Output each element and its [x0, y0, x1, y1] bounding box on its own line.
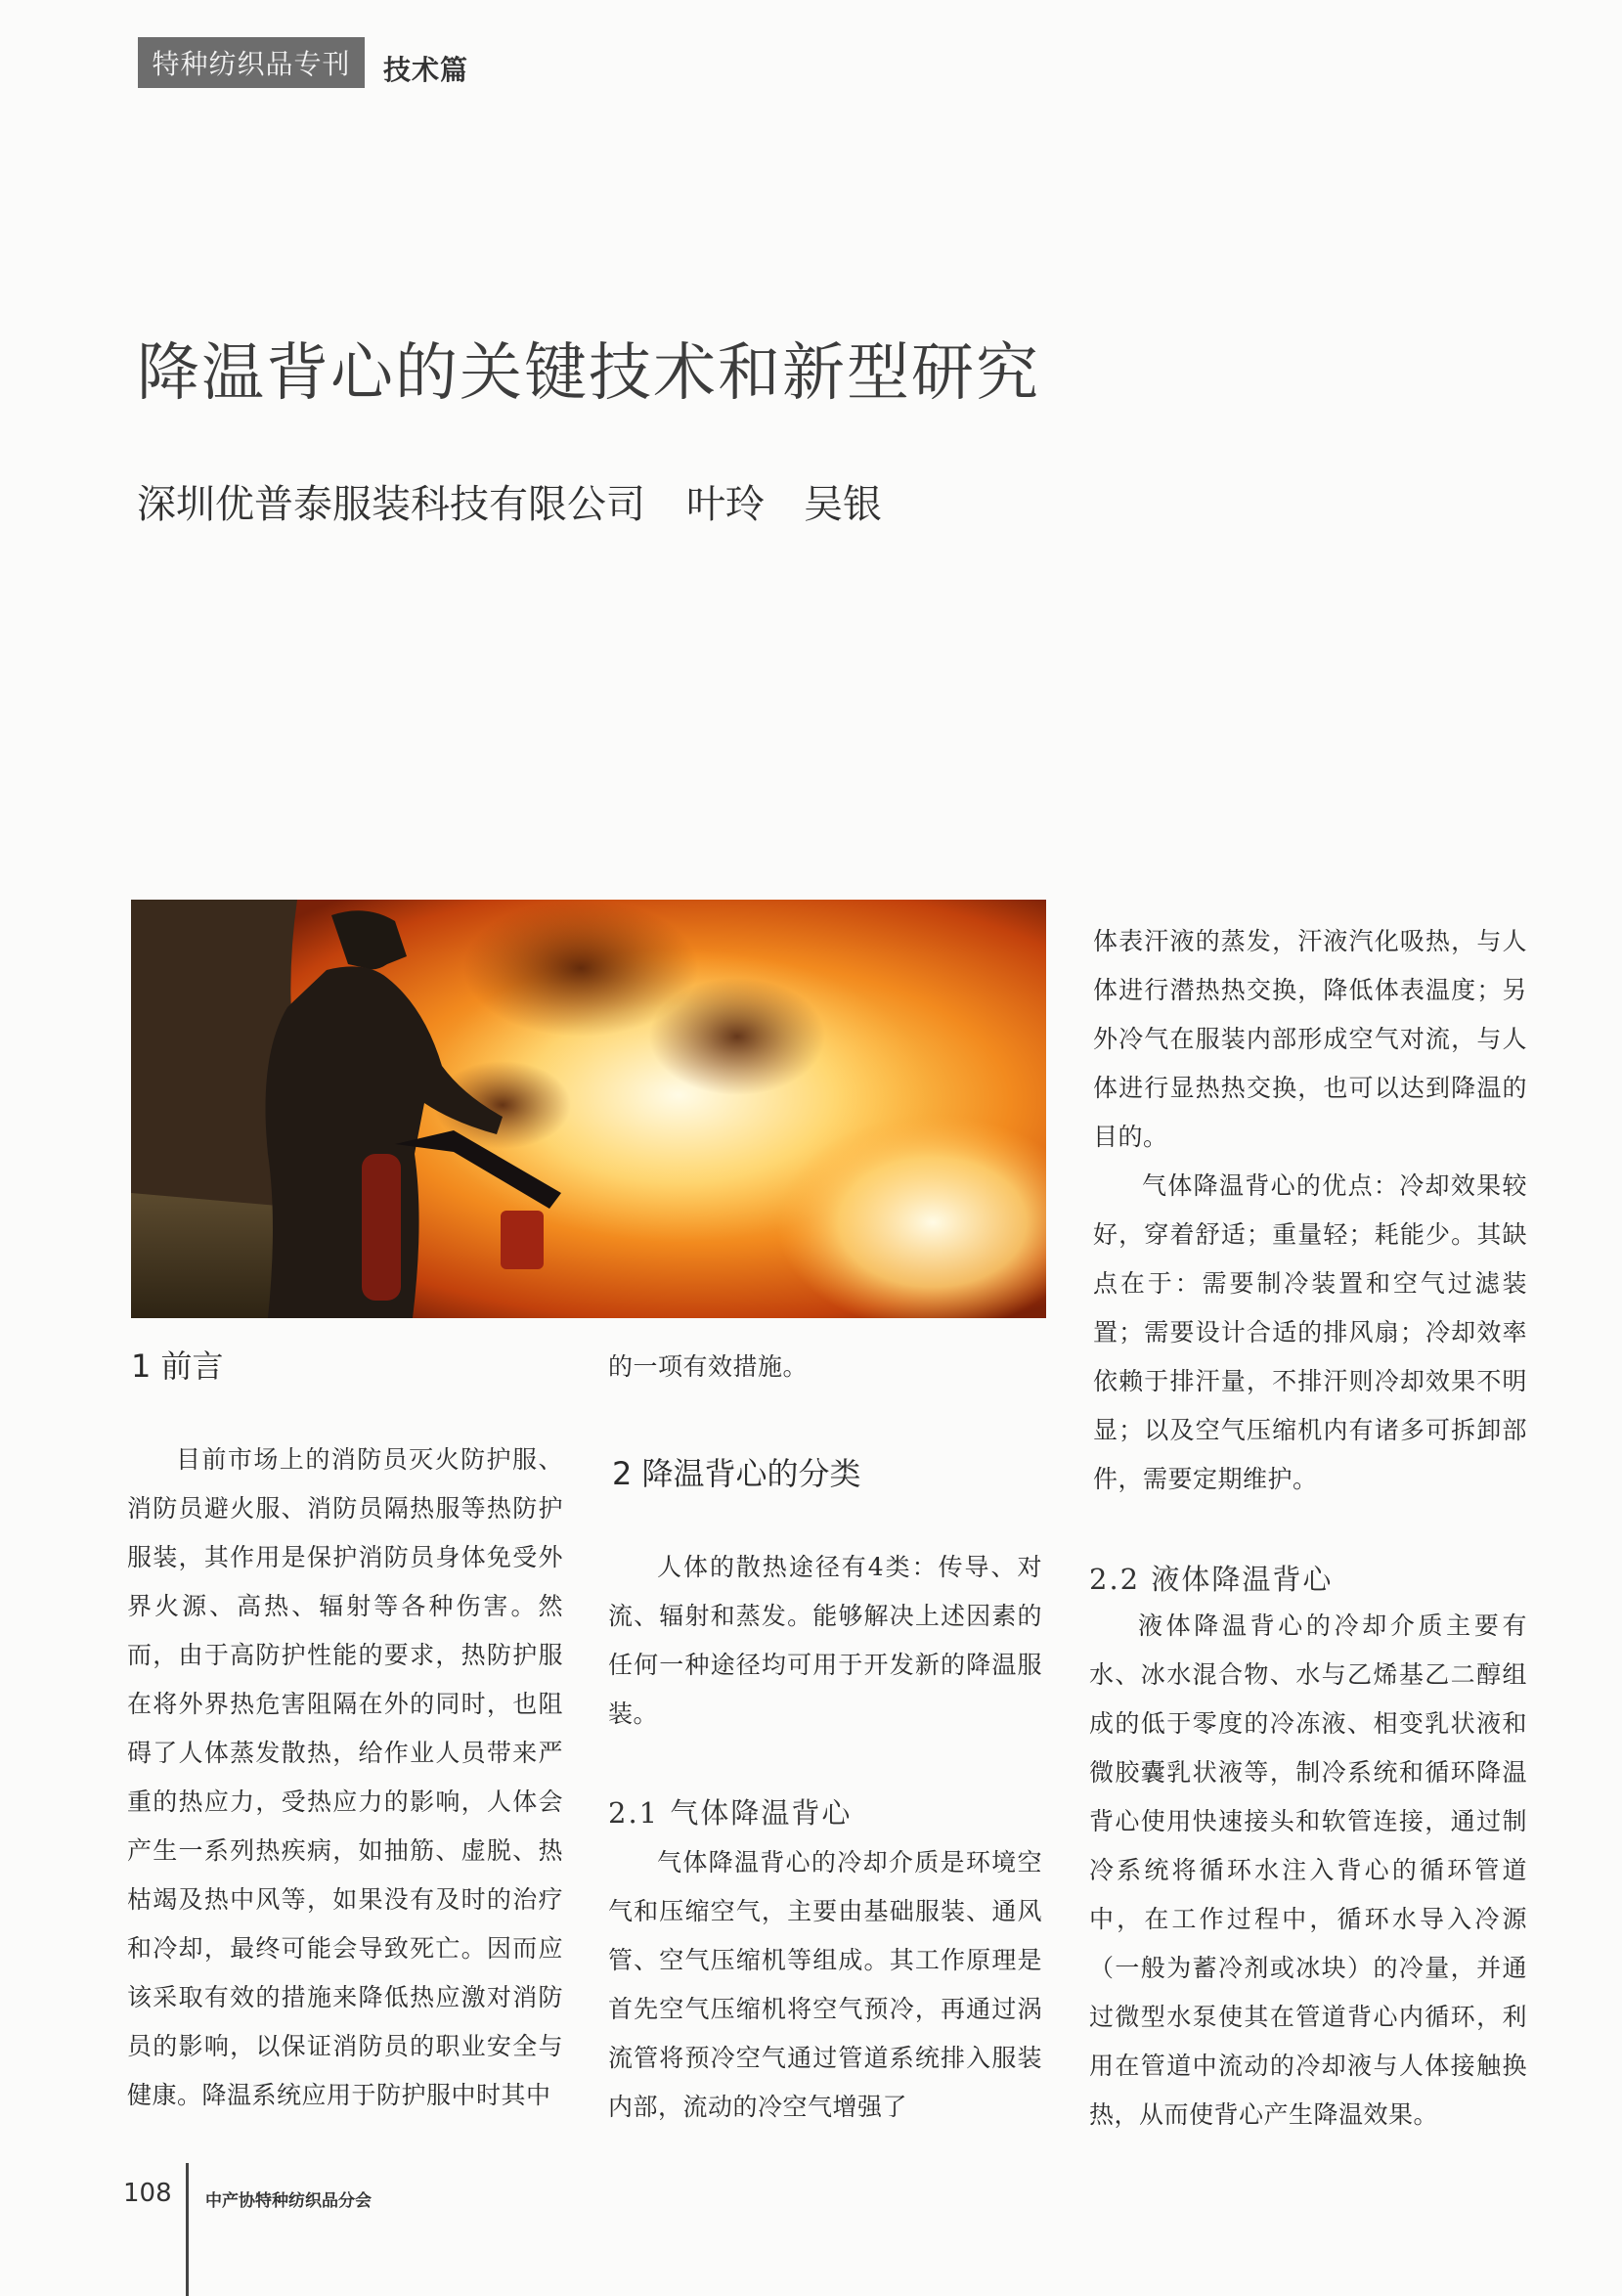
liquid-vest-text: 液体降温背心的冷却介质主要有水、冰水混合物、水与乙烯基乙二醇组成的低于零度的冷冻液、相变乳状液和微胶囊乳状液等，制冷系统和循环降温背心使用快速接头和软管连接，通过制冷系统将循环水注入背心的循环管道中，在工作过程中，循环水导入冷源（一般为蓄冷剂或冰块）的冷量，并通过微型水泵使其在管道背心内循环，利用在管道中流动的冷却液与人体接触换热，从而使背心产生降温效果。	[1089, 1612, 1527, 2129]
section-label: 技术篇	[383, 54, 469, 86]
classification-paragraph	[608, 1543, 1042, 1739]
col3-continuation	[1093, 917, 1527, 1504]
page-number: 108	[123, 2179, 172, 2208]
subheading-liquid-vest: 2.2 液体降温背心	[1089, 1563, 1334, 1596]
subheading-gas-vest: 2.1 气体降温背心	[608, 1796, 853, 1830]
gas-vest-text: 气体降温背心的冷却介质是环境空气和压缩空气，主要由基础服装、通风管、空气压缩机等组成。其工作原理是首先空气压缩机将空气预冷，再通过涡流管将预冷空气通过管道系统排入服装内部，流动的冷空气增强了	[608, 1848, 1042, 2121]
col3-cont-text: 体表汗液的蒸发，汗液汽化吸热，与人体进行潜热热交换，降低体表温度；另外冷气在服装内部形成空气对流，与人体进行显热热交换，也可以达到降温的目的。	[1093, 927, 1527, 1151]
col2-continuation	[608, 1343, 1042, 1391]
byline	[137, 473, 882, 529]
intro-text: 目前市场上的消防员灭火防护服、消防员避火服、消防员隔热服等热防护服装，其作用是保护消防员身体免受外界火源、高热、辐射等各种伤害。然而，由于高防护性能的要求，热防护服在将外界热危害阻隔在外的同时，也阻碍了人体蒸发散热，给作业人员带来严重的热应力，受热应力的影响，人体会产生一系列热疾病，如抽筋、虚脱、热枯竭及热中风等，如果没有及时的治疗和冷却，最终可能会导致死亡。因而应该采取有效的措施来降低热应激对消防员的影响，以保证消防员的职业安全与健康。降温系统应用于防护服中时其中	[127, 1445, 563, 2109]
classification-text: 人体的散热途径有4类：传导、对流、辐射和蒸发。能够解决上述因素的任何一种途径均可用于开发新的降温服装。	[608, 1553, 1042, 1728]
gas-vest-paragraph	[608, 1838, 1042, 2132]
article-title: 降温背心的关键技术和新型研究	[137, 337, 1040, 410]
journal-tag: 特种纺织品专刊	[138, 37, 365, 88]
gas-vest-pros-cons: 气体降温背心的优点：冷却效果较好，穿着舒适；重量轻；耗能少。其缺点在于：需要制冷装置和空气过滤装置；需要设计合适的排风扇；冷却效率依赖于排汗量，不排汗则冷却效果不明显；以及空气压缩机内有诸多可拆卸部件，需要定期维护。	[1093, 1171, 1527, 1493]
section-heading-classification: 2 降温背心的分类	[612, 1455, 861, 1492]
intro-paragraph	[127, 1435, 563, 2120]
footer-organization: 中产协特种纺织品分会	[205, 2191, 372, 2211]
footer-divider	[186, 2163, 189, 2296]
authors: 叶玲 吴银	[686, 482, 882, 527]
liquid-vest-paragraph	[1089, 1602, 1527, 2140]
col2-cont-text: 的一项有效措施。	[608, 1352, 809, 1381]
firefighter-photo	[131, 900, 1046, 1318]
section-heading-intro: 1 前言	[131, 1347, 224, 1385]
affiliation: 深圳优普泰服装科技有限公司	[137, 482, 645, 527]
